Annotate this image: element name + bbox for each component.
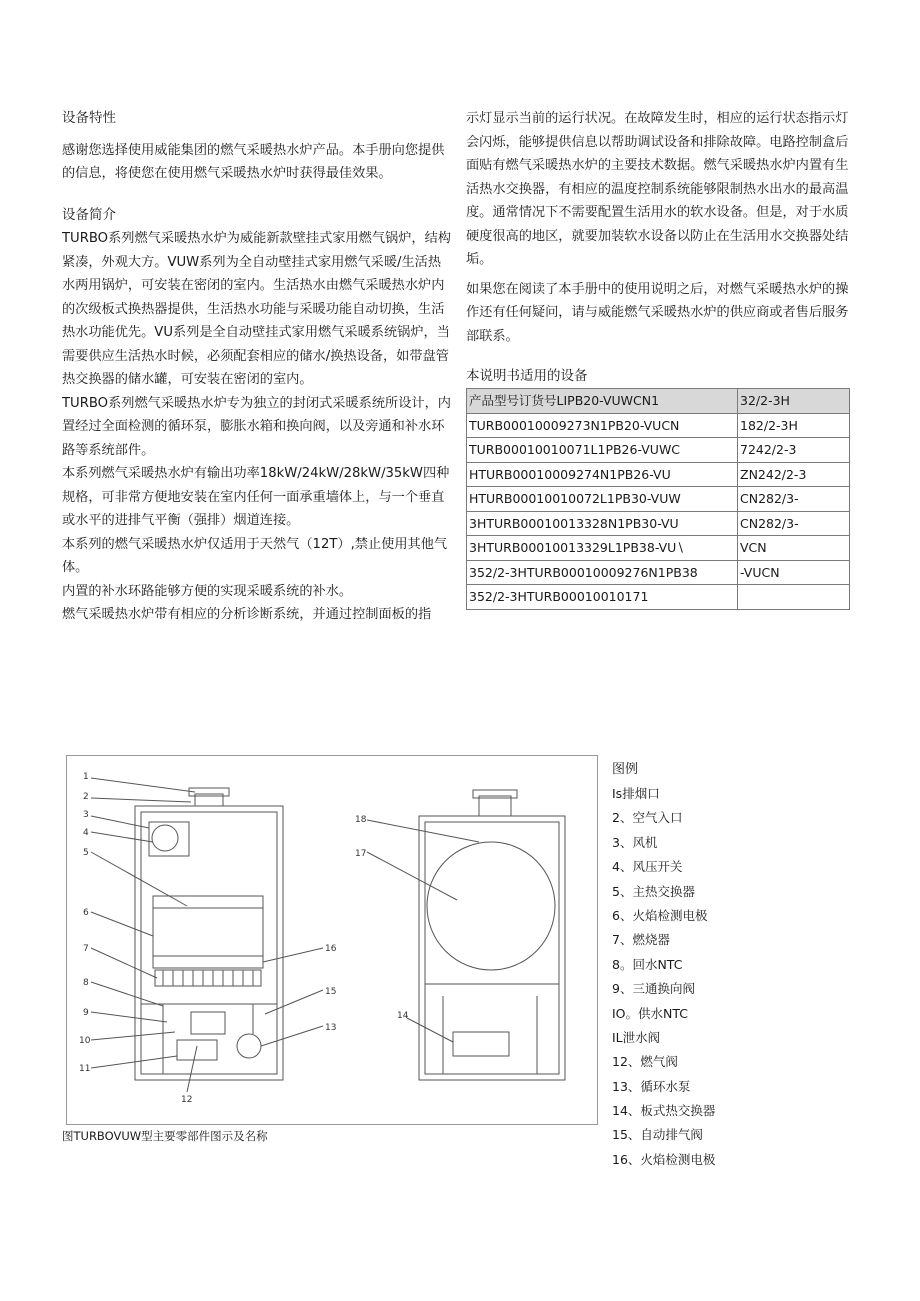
table-cell: 3HTURB00010013328N1PB30-VU bbox=[467, 511, 738, 536]
continuation-paragraph: 示灯显示当前的运行状况。在故障发生时，相应的运行状态指示灯会闪烁，能够提供信息以帮助调试设备和排除故障。电路控制盒后面贴有燃气采暖热水炉的主要技术数据。燃气采暖热水炉内置有生活热水交换器，有相应的温度控制系统能够限制热水出水的最高温度。通常情况下不需要配置生活用水的软水设备。但是，对于水质硬度很高的地区，就要加装软水设备以防止在生活用水交换器处结垢。 bbox=[466, 111, 849, 267]
legend-item: Is排烟口 bbox=[612, 786, 660, 801]
table-row bbox=[467, 462, 850, 487]
legend-item: 15、自动排气阀 bbox=[612, 1127, 703, 1143]
table-row bbox=[467, 511, 850, 536]
legend-item: 5、主热交换器 bbox=[612, 883, 695, 899]
legend-item: 4、风压开关 bbox=[612, 859, 683, 875]
features-heading: 设备特性 bbox=[62, 110, 116, 126]
features-text: 感谢您选择使用威能集团的燃气采暖热水炉产品。本手册向您提供的信息，将使您在使用燃气采暖热水炉时获得最佳效果。 bbox=[62, 142, 445, 181]
callout-1: 1 bbox=[83, 772, 89, 782]
table-row bbox=[467, 413, 850, 438]
pump-shape bbox=[237, 1034, 261, 1058]
legend-title: 图例 bbox=[612, 762, 639, 777]
legend-item: IL泄水阀 bbox=[612, 1029, 661, 1045]
callout-12: 12 bbox=[181, 1095, 193, 1105]
plate-exchanger-shape bbox=[453, 1032, 509, 1056]
table-cell: 3HTURB00010013329L1PB38-VU∖ bbox=[467, 536, 738, 561]
callout-11: 11 bbox=[79, 1064, 91, 1074]
intro-paragraph-6: 燃气采暖热水炉带有相应的分析诊断系统，并通过控制面板的指 bbox=[62, 607, 432, 622]
boiler-drawing bbox=[67, 756, 597, 1124]
callout-18: 18 bbox=[355, 815, 367, 825]
table-title: 本说明书适用的设备 bbox=[466, 368, 588, 384]
table-cell: HTURB00010010072L1PB30-VUW bbox=[467, 487, 738, 512]
table-header-cell: 产品型号订货号LIPB20-VUWCN1 bbox=[467, 389, 738, 414]
legend-item: 9、三通换向阀 bbox=[612, 981, 695, 997]
table-cell: CN282/3- bbox=[738, 487, 850, 512]
rear-casing bbox=[419, 816, 565, 1080]
legend bbox=[612, 758, 812, 1172]
callout-15: 15 bbox=[325, 987, 337, 997]
legend-item: 16、火焰检测电极 bbox=[612, 1151, 716, 1167]
fan-shape bbox=[152, 825, 178, 851]
legend-item: 14、板式热交换器 bbox=[612, 1103, 716, 1119]
callout-4: 4 bbox=[83, 828, 89, 838]
intro-heading: 设备简介 bbox=[62, 206, 116, 223]
right-column bbox=[466, 107, 858, 610]
legend-item: 3、风机 bbox=[612, 834, 658, 850]
callout-8: 8 bbox=[83, 978, 89, 988]
table-cell: TURB00010010071L1PB26-VUWC bbox=[467, 438, 738, 463]
heat-exchanger-shape bbox=[153, 896, 263, 968]
callout-14: 14 bbox=[397, 1011, 409, 1021]
device-table bbox=[466, 388, 850, 610]
front-casing bbox=[135, 806, 283, 1080]
callout-10: 10 bbox=[79, 1036, 91, 1046]
legend-item: 13、循环水泵 bbox=[612, 1078, 691, 1094]
table-row bbox=[467, 560, 850, 585]
table-header-row bbox=[467, 389, 850, 414]
callout-9: 9 bbox=[83, 1008, 89, 1018]
table-row bbox=[467, 487, 850, 512]
callout-16: 16 bbox=[325, 944, 337, 954]
intro-paragraph-5: 内置的补水环路能够方便的实现采暖系统的补水。 bbox=[62, 583, 353, 599]
boiler-diagram bbox=[66, 755, 598, 1125]
callout-17: 17 bbox=[355, 849, 367, 859]
table-cell: ZN242/2-3 bbox=[738, 462, 850, 487]
table-cell: VCN bbox=[738, 536, 850, 561]
callout-6: 6 bbox=[83, 908, 89, 918]
table-header-cell: 32/2-3H bbox=[738, 389, 850, 414]
diagram-caption: 图TURBOVUW型主要零部件图示及名称 bbox=[62, 1129, 268, 1143]
table-cell: HTURB00010009274N1PB26-VU bbox=[467, 462, 738, 487]
legend-item: IO。供水NTC bbox=[612, 1005, 689, 1021]
intro-paragraph-4: 本系列的燃气采暖热水炉仅适用于天然气（12T）,禁止使用其他气体。 bbox=[62, 536, 448, 575]
table-cell bbox=[738, 585, 850, 610]
intro-paragraph-1: TURBO系列燃气采暖热水炉为威能新款壁挂式家用燃气锅炉，结构紧凑，外观大方。VUW系列为全自动壁挂式家用燃气采暖/生活热水两用锅炉，可安装在密闭的室内。生活热水由燃气采暖热水炉内的次级板式换热器提供，生活热水功能与采暖功能自动切换，生活热水功能优先。VU系列是全自动壁挂式家用燃气采暖系统锅炉，当需要供应生活热水时候，必须配套相应的储水/换热设备，如带盘管热交换器的储水罐，可安装在密闭的室内。 bbox=[62, 231, 451, 387]
legend-list bbox=[612, 782, 812, 1172]
callout-3: 3 bbox=[83, 810, 89, 820]
legend-item: 2、空气入口 bbox=[612, 810, 683, 826]
contact-paragraph: 如果您在阅读了本手册中的使用说明之后，对燃气采暖热水炉的操作还有任何疑问，请与威能燃气采暖热水炉的供应商或者售后服务部联系。 bbox=[466, 281, 849, 344]
table-cell: CN282/3- bbox=[738, 511, 850, 536]
callout-5: 5 bbox=[83, 848, 89, 858]
callout-13: 13 bbox=[325, 1023, 337, 1033]
table-row bbox=[467, 585, 850, 610]
table-row bbox=[467, 536, 850, 561]
table-cell: TURB00010009273N1PB20-VUCN bbox=[467, 413, 738, 438]
intro-paragraph-3: 本系列燃气采暖热水炉有输出功率18kW∕24kW∕28kW∕35kW四种规格，可非常方便地安装在室内任何一面承重墙体上，与一个垂直或水平的进排气平衡（强排）烟道连接。 bbox=[62, 466, 450, 528]
table-cell: 182/2-3H bbox=[738, 413, 850, 438]
legend-item: 7、燃烧器 bbox=[612, 932, 670, 948]
callout-7: 7 bbox=[83, 944, 89, 954]
legend-item: 6、火焰检测电极 bbox=[612, 907, 708, 923]
table-cell: 7242/2-3 bbox=[738, 438, 850, 463]
table-row bbox=[467, 438, 850, 463]
table-cell: 352/2-3HTURB00010010171 bbox=[467, 585, 738, 610]
burner-shape bbox=[155, 970, 261, 986]
expansion-tank-shape bbox=[427, 842, 555, 970]
legend-item: 12、燃气阀 bbox=[612, 1054, 678, 1070]
callout-2: 2 bbox=[83, 792, 89, 802]
intro-paragraph-2: TURBO系列燃气采暖热水炉专为独立的封闭式采暖系统所设计，内置经过全面检测的循环泵，膨胀水箱和换向阀，以及旁通和补水环路等系统部件。 bbox=[62, 395, 451, 458]
table-cell: 352/2-3HTURB00010009276N1PB38 bbox=[467, 560, 738, 585]
left-column bbox=[62, 107, 454, 627]
legend-item: 8。回水NTC bbox=[612, 956, 683, 972]
table-cell: -VUCN bbox=[738, 560, 850, 585]
